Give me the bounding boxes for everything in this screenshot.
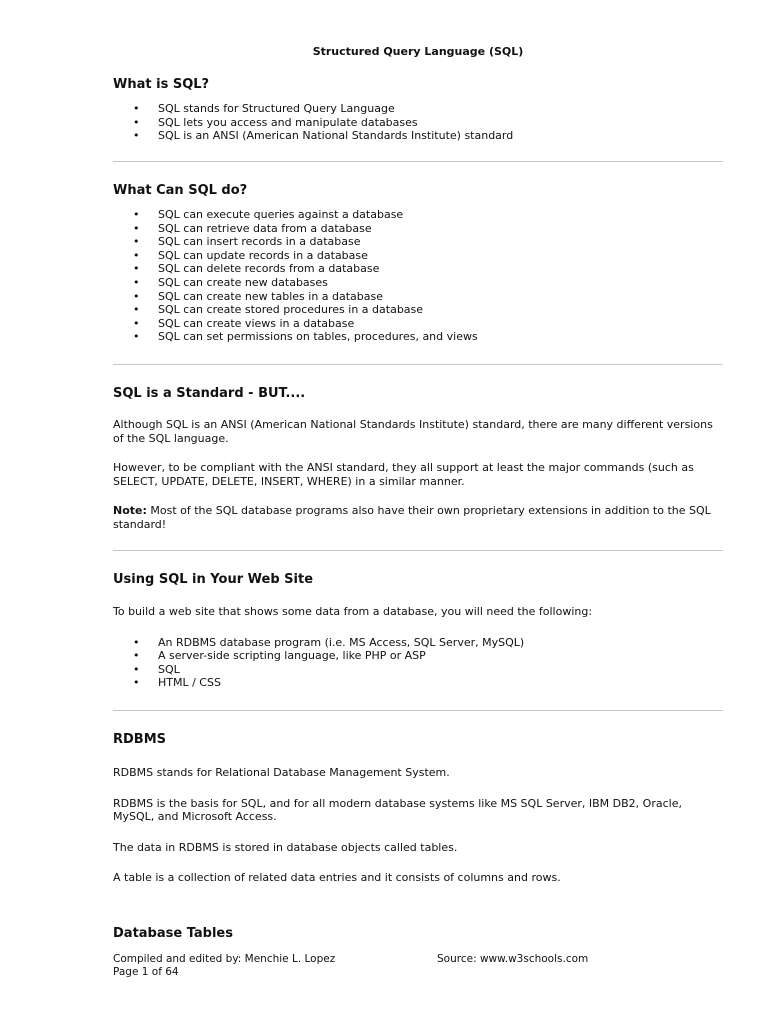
- document-title: Structured Query Language (SQL): [312, 45, 524, 58]
- bullet-icon: •: [133, 129, 140, 143]
- bullet-list: [113, 208, 723, 344]
- list-item: • SQL can update records in a database: [133, 248, 368, 262]
- list-item: • SQL can retrieve data from a database: [133, 221, 372, 235]
- paragraph: RDBMS is the basis for SQL, and for all modern database systems like MS SQL Server, IBM DB2, Oracle, MySQL, and Microsoft Access.: [113, 796, 682, 824]
- section-heading: What is SQL?: [113, 77, 210, 92]
- list-item: • SQL stands for Structured Query Language: [133, 102, 395, 115]
- bullet-list: [113, 636, 723, 690]
- bullet-icon: •: [133, 316, 140, 330]
- section-database-tables: [113, 926, 723, 942]
- paragraph: A table is a collection of related data entries and it consists of columns and rows.: [113, 871, 561, 885]
- section-divider: [113, 550, 723, 551]
- bullet-icon: •: [133, 102, 140, 115]
- section-heading: Database Tables: [113, 926, 233, 941]
- list-item: • SQL lets you access and manipulate databases: [133, 115, 418, 129]
- paragraph: The data in RDBMS is stored in database objects called tables.: [113, 840, 458, 854]
- bullet-icon: •: [133, 676, 140, 690]
- list-item: • HTML / CSS: [133, 676, 221, 690]
- bullet-icon: •: [133, 275, 140, 289]
- section-heading: SQL is a Standard - BUT....: [113, 386, 306, 401]
- list-item: • SQL: [133, 662, 180, 676]
- bullet-icon: •: [133, 330, 140, 344]
- section-sql-standard: [113, 386, 723, 532]
- footer-compiled-by: Compiled and edited by: Menchie L. Lopez: [113, 953, 336, 965]
- page-footer: [113, 953, 723, 979]
- section-divider: [113, 710, 723, 711]
- list-item: • A server-side scripting language, like PHP or ASP: [133, 649, 426, 663]
- bullet-icon: •: [133, 662, 140, 676]
- bullet-icon: •: [133, 208, 140, 221]
- section-divider: [113, 161, 723, 162]
- section-heading: Using SQL in Your Web Site: [113, 572, 314, 587]
- bullet-icon: •: [133, 635, 140, 649]
- bullet-icon: •: [133, 221, 140, 235]
- section-rdbms: [113, 732, 723, 885]
- bullet-list: [113, 102, 723, 143]
- list-item: • An RDBMS database program (i.e. MS Access, SQL Server, MySQL): [133, 635, 525, 649]
- paragraph: RDBMS stands for Relational Database Management System.: [113, 766, 450, 779]
- list-item: • SQL is an ANSI (American National Standards Institute) standard: [133, 129, 514, 143]
- footer-source: Source: www.w3schools.com: [437, 953, 589, 965]
- list-item: • SQL can create new tables in a database: [133, 289, 384, 303]
- bullet-icon: •: [133, 289, 140, 303]
- list-item: • SQL can set permissions on tables, procedures, and views: [133, 330, 478, 344]
- list-item: • SQL can execute queries against a database: [133, 208, 404, 221]
- list-item: • SQL can delete records from a database: [133, 262, 380, 276]
- bullet-icon: •: [133, 303, 140, 317]
- paragraph: However, to be compliant with the ANSI standard, they all support at least the major commands (such as SELECT, UPDATE, DELETE, INSERT, WHERE) in a similar manner.: [113, 461, 694, 488]
- section-using-sql-web-site: [113, 572, 723, 690]
- section-heading: What Can SQL do?: [113, 183, 248, 198]
- section-what-is-sql: [113, 77, 723, 143]
- bullet-icon: •: [133, 649, 140, 663]
- paragraph: To build a web site that shows some data from a database, you will need the following:: [113, 605, 593, 618]
- section-divider: [113, 364, 723, 365]
- list-item: • SQL can create stored procedures in a database: [133, 303, 424, 317]
- bullet-icon: •: [133, 235, 140, 249]
- section-what-can-sql-do: [113, 183, 723, 344]
- note-paragraph: [113, 504, 723, 531]
- footer-page-number: Page 1 of 64: [113, 966, 179, 978]
- note-label: Note:: [113, 504, 147, 518]
- list-item: • SQL can insert records in a database: [133, 235, 361, 249]
- section-heading: RDBMS: [113, 732, 167, 747]
- paragraph: Although SQL is an ANSI (American National Standards Institute) standard, there are many different versions of the SQL language.: [113, 418, 713, 445]
- list-item: • SQL can create new databases: [133, 275, 328, 289]
- bullet-icon: •: [133, 262, 140, 276]
- note-text: Most of the SQL database programs also have their own proprietary extensions in addition to the SQL standard!: [113, 504, 711, 531]
- bullet-icon: •: [133, 248, 140, 262]
- list-item: • SQL can create views in a database: [133, 316, 355, 330]
- bullet-icon: •: [133, 115, 140, 129]
